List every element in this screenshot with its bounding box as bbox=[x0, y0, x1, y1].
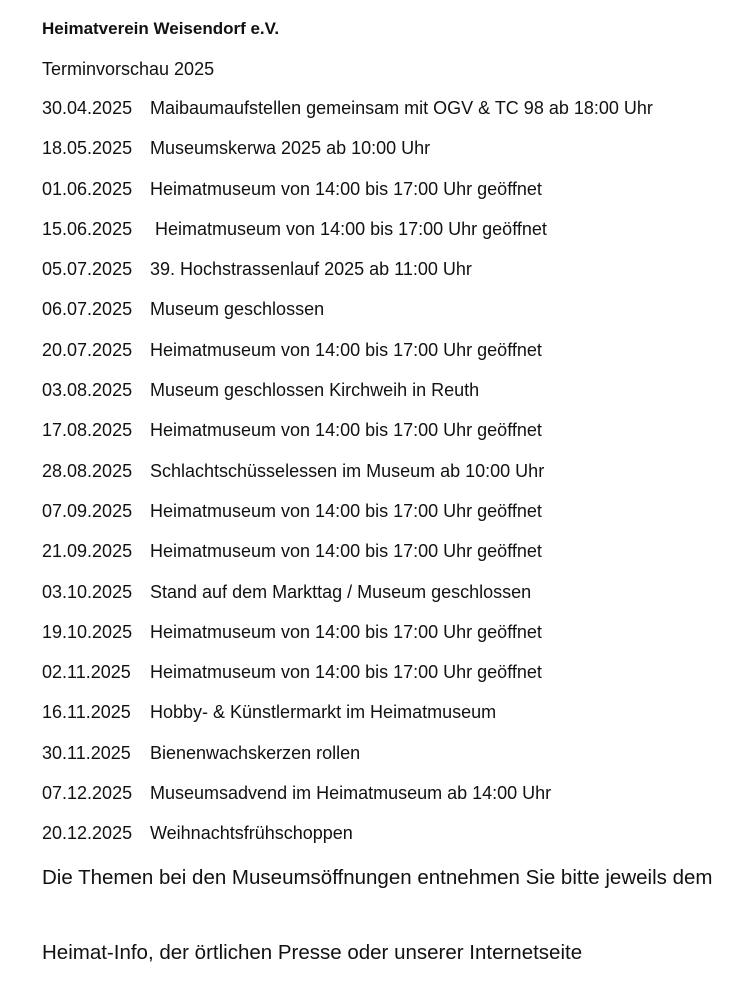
event-date: 28.08.2025 bbox=[42, 460, 133, 481]
event-date: 21.09.2025 bbox=[42, 541, 133, 562]
event-date: 20.12.2025 bbox=[42, 823, 133, 844]
event-description: Heimatmuseum von 14:00 bis 17:00 Uhr geöffnet bbox=[150, 500, 542, 521]
event-description: Museumsadvend im Heimatmuseum ab 14:00 Uhr bbox=[150, 783, 552, 804]
event-row bbox=[42, 217, 732, 257]
event-description: Heimatmuseum von 14:00 bis 17:00 Uhr geöffnet bbox=[150, 420, 542, 441]
event-row bbox=[42, 418, 732, 458]
event-description: Schlachtschüsselessen im Museum ab 10:00 Uhr bbox=[150, 460, 545, 481]
event-row bbox=[42, 620, 732, 660]
event-row bbox=[42, 700, 732, 740]
event-date: 30.11.2025 bbox=[42, 742, 131, 763]
event-row bbox=[42, 177, 732, 217]
event-date: 19.10.2025 bbox=[42, 621, 133, 642]
event-description: Bienenwachskerzen rollen bbox=[150, 742, 361, 763]
document-title: Heimatverein Weisendorf e.V. bbox=[42, 19, 280, 38]
event-date: 07.09.2025 bbox=[42, 500, 133, 521]
document-subtitle: Terminvorschau 2025 bbox=[42, 59, 215, 79]
event-date: 17.08.2025 bbox=[42, 420, 133, 441]
event-date: 01.06.2025 bbox=[42, 178, 133, 199]
event-date: 16.11.2025 bbox=[42, 702, 131, 723]
event-description: Heimatmuseum von 14:00 bis 17:00 Uhr geöffnet bbox=[150, 339, 542, 360]
event-description: Museum geschlossen Kirchweih in Reuth bbox=[150, 380, 480, 401]
event-date: 03.10.2025 bbox=[42, 581, 133, 602]
event-row bbox=[42, 257, 732, 297]
event-row bbox=[42, 781, 732, 821]
event-date: 18.05.2025 bbox=[42, 138, 133, 159]
event-row bbox=[42, 459, 732, 499]
event-row bbox=[42, 580, 732, 620]
event-description: Museum geschlossen bbox=[150, 299, 325, 320]
event-description: Stand auf dem Markttag / Museum geschlossen bbox=[150, 581, 532, 602]
event-row bbox=[42, 378, 732, 418]
event-row bbox=[42, 297, 732, 337]
event-description: Weihnachtsfrühschoppen bbox=[150, 823, 353, 844]
event-date: 20.07.2025 bbox=[42, 339, 133, 360]
event-description: 39. Hochstrassenlauf 2025 ab 11:00 Uhr bbox=[150, 259, 472, 280]
event-list bbox=[42, 96, 732, 862]
event-date: 06.07.2025 bbox=[42, 299, 133, 320]
event-row bbox=[42, 338, 732, 378]
event-description: Maibaumaufstellen gemeinsam mit OGV & TC 98 ab 18:00 Uhr bbox=[150, 98, 653, 118]
event-date: 03.08.2025 bbox=[42, 380, 133, 401]
footer-source-line: Heimat-Info, der örtlichen Presse oder unserer Internetseite bbox=[42, 941, 583, 964]
event-description: Hobby- & Künstlermarkt im Heimatmuseum bbox=[150, 702, 497, 723]
event-description: Heimatmuseum von 14:00 bis 17:00 Uhr geöffnet bbox=[150, 178, 542, 199]
event-row bbox=[42, 499, 732, 539]
event-description: Museumskerwa 2025 ab 10:00 Uhr bbox=[150, 138, 431, 159]
event-date: 15.06.2025 bbox=[42, 218, 133, 239]
event-row bbox=[42, 136, 732, 176]
event-row bbox=[42, 821, 732, 861]
event-date: 30.04.2025 bbox=[42, 98, 133, 118]
event-description: Heimatmuseum von 14:00 bis 17:00 Uhr geöffnet bbox=[150, 541, 542, 562]
event-row bbox=[42, 660, 732, 700]
event-description: Heimatmuseum von 14:00 bis 17:00 Uhr geöffnet bbox=[150, 621, 542, 642]
event-row bbox=[42, 539, 732, 579]
event-description: Heimatmuseum von 14:00 bis 17:00 Uhr geöffnet bbox=[150, 218, 547, 239]
event-row bbox=[42, 741, 732, 781]
event-description: Heimatmuseum von 14:00 bis 17:00 Uhr geöffnet bbox=[150, 662, 542, 683]
event-date: 07.12.2025 bbox=[42, 783, 133, 804]
event-row bbox=[42, 96, 732, 136]
event-date: 05.07.2025 bbox=[42, 259, 133, 280]
event-date: 02.11.2025 bbox=[42, 662, 131, 683]
footer-note: Die Themen bei den Museumsöffnungen entnehmen Sie bitte jeweils dem bbox=[42, 866, 713, 889]
